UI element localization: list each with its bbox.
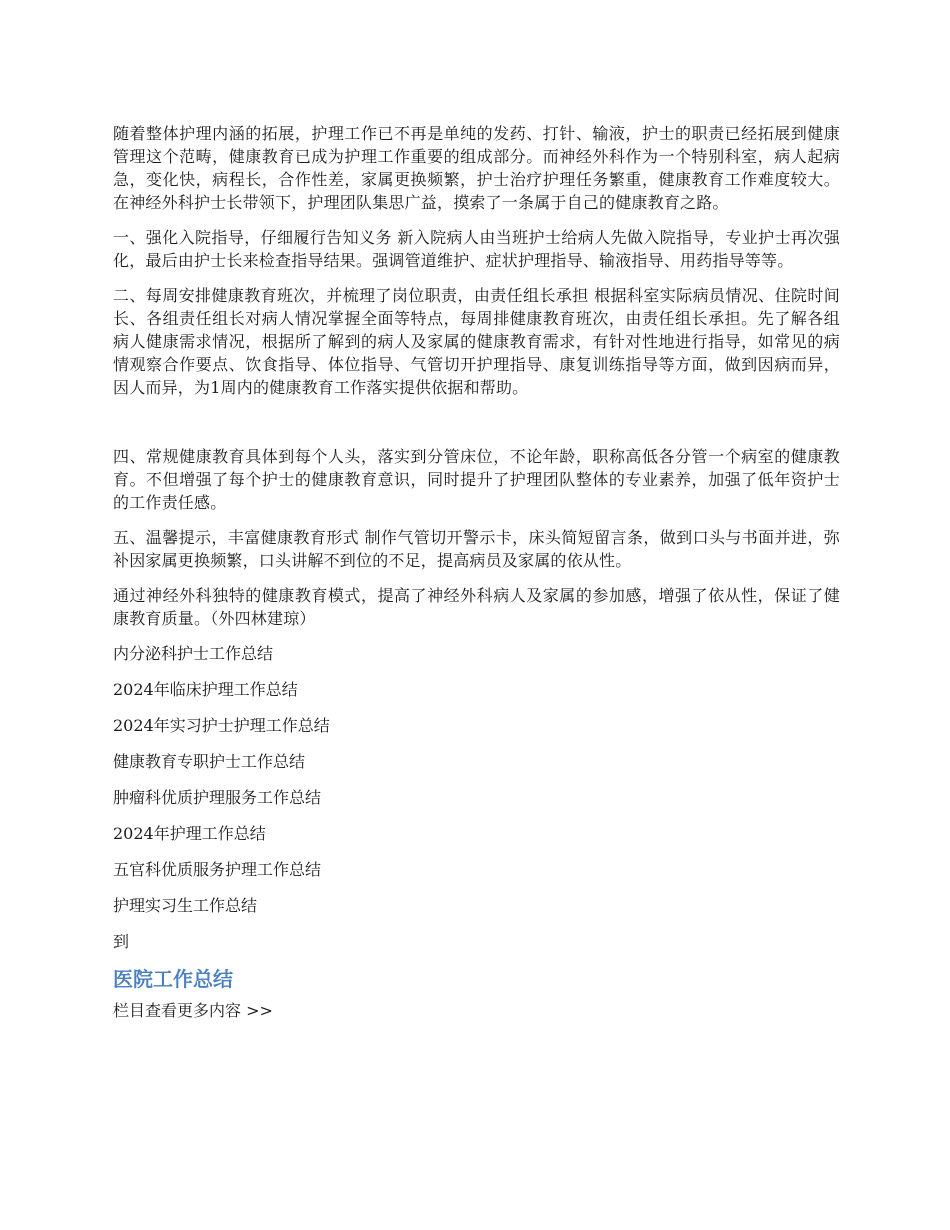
related-links-list xyxy=(113,642,840,917)
trail-text: 到 xyxy=(113,932,130,951)
view-more-link[interactable]: 栏目查看更多内容 >> xyxy=(113,1001,273,1020)
related-link[interactable]: 肿瘤科优质护理服务工作总结 xyxy=(113,788,322,807)
intro-paragraph: 随着整体护理内涵的拓展，护理工作已不再是单纯的发药、打针、输液，护士的职责已经拓展到健康管理这个范畴，健康教育已成为护理工作重要的组成部分。而神经外科作为一个特别科室，病人起病急，变化快，病程长，合作性差，家属更换频繁，护士治疗护理任务繁重，健康教育工作难度较大。在神经外科护士长带领下，护理团队集思广益，摸索了一条属于自己的健康教育之路。 xyxy=(113,124,840,212)
related-link[interactable]: 五官科优质服务护理工作总结 xyxy=(113,860,322,879)
point-two-paragraph: 二、每周安排健康教育班次，并梳理了岗位职责，由责任组长承担 根据科室实际病员情况、住院时间长、各组责任组长对病人情况掌握全面等特点，每周排健康教育班次，由责任组长承担。先了解各组病人健康需求情况，根据所了解到的病人及家属的健康教育需求，有针对性地进行指导，如常见的病情观察合作要点、饮食指导、体位指导、气管切开护理指导、康复训练指导等方面，做到因病而异，因人而异，为1周内的健康教育工作落实提供依据和帮助。 xyxy=(113,286,840,397)
document-page xyxy=(113,122,840,1022)
related-link[interactable]: 内分泌科护士工作总结 xyxy=(113,644,274,663)
related-link[interactable]: 健康教育专职护士工作总结 xyxy=(113,752,306,771)
conclusion-paragraph: 通过神经外科独特的健康教育模式，提高了神经外科病人及家属的参加感，增强了依从性，保证了健康教育质量。（外四林建琼） xyxy=(113,586,840,628)
related-link[interactable]: 2024年实习护士护理工作总结 xyxy=(113,716,330,735)
related-link[interactable]: 2024年护理工作总结 xyxy=(113,824,266,843)
point-four-paragraph: 四、常规健康教育具体到每个人头，落实到分管床位，不论年龄，职称高低各分管一个病室的健康教育。不但增强了每个护士的健康教育意识，同时提升了护理团队整体的专业素养，加强了低年资护士的工作责任感。 xyxy=(113,447,840,512)
point-five-paragraph: 五、温馨提示，丰富健康教育形式 制作气管切开警示卡，床头简短留言条，做到口头与书面并进，弥补因家属更换频繁，口头讲解不到位的不足，提高病员及家属的依从性。 xyxy=(113,528,840,570)
related-link[interactable]: 2024年临床护理工作总结 xyxy=(113,680,298,699)
point-one-paragraph: 一、强化入院指导，仔细履行告知义务 新入院病人由当班护士给病人先做入院指导，专业护士再次强化，最后由护士长来检查指导结果。强调管道维护、症状护理指导、输液指导、用药指导等等。 xyxy=(113,228,840,270)
section-title-link[interactable]: 医院工作总结 xyxy=(113,967,233,991)
related-link[interactable]: 护理实习生工作总结 xyxy=(113,896,258,915)
